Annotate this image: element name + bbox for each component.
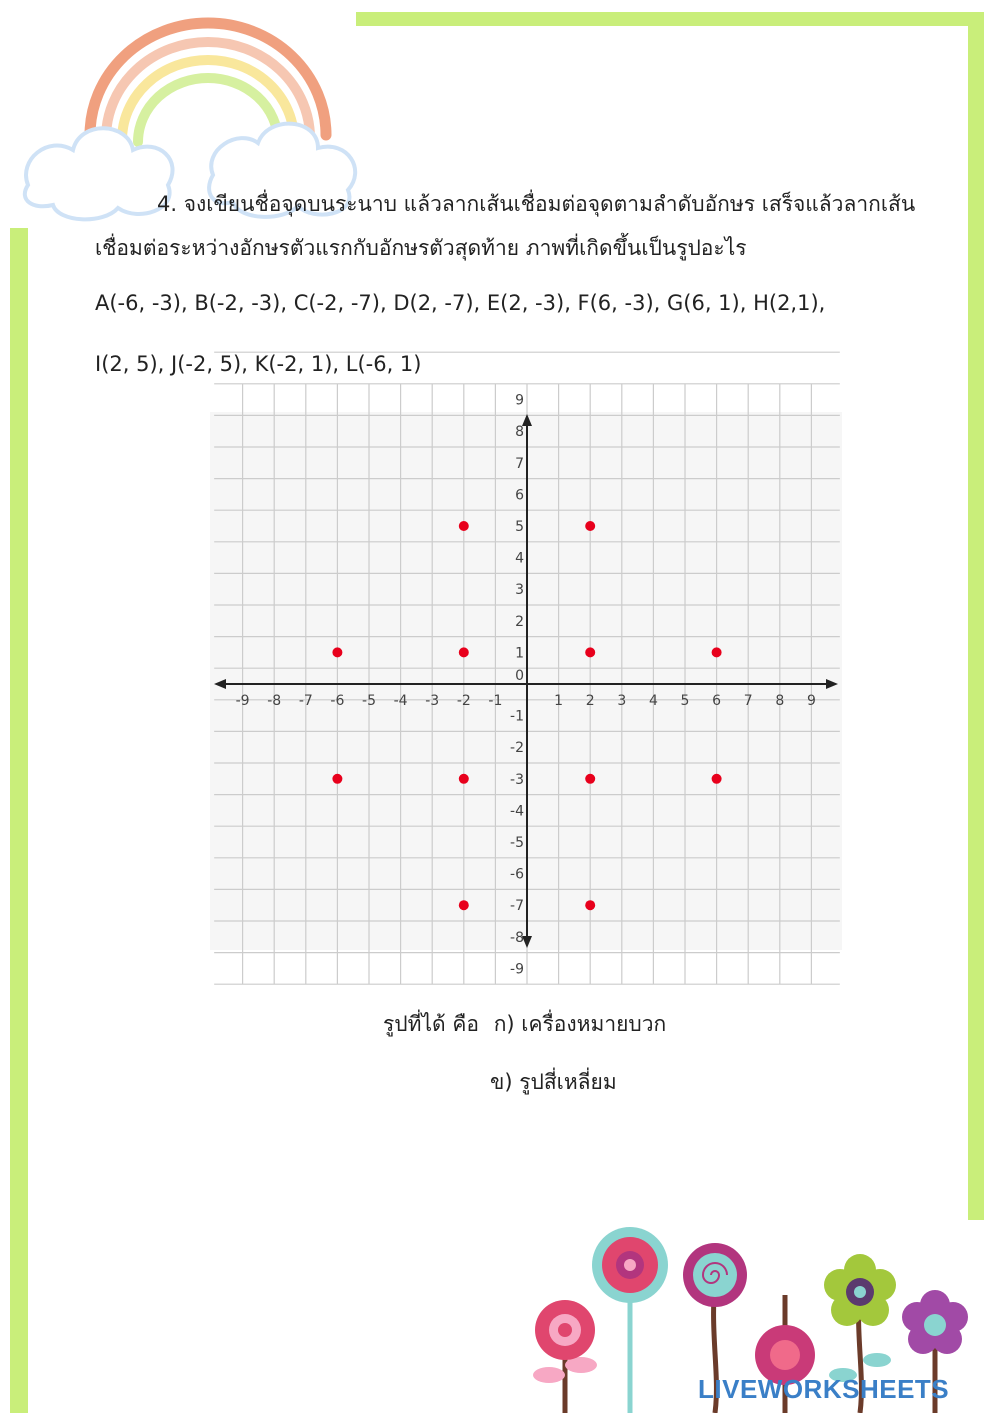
plot-point bbox=[712, 774, 722, 784]
x-tick-label: 6 bbox=[712, 693, 722, 709]
points-list-line-2: I(2, 5), J(-2, 5), K(-2, 1), L(-6, 1) bbox=[95, 352, 422, 376]
y-tick-label: 5 bbox=[515, 519, 524, 535]
y-tick-label: -1 bbox=[510, 708, 524, 725]
answer-line bbox=[383, 1008, 666, 1041]
y-tick-label: -6 bbox=[510, 866, 524, 883]
plot-point bbox=[332, 647, 342, 657]
x-tick-label: 2 bbox=[585, 693, 595, 709]
x-tick-label: -4 bbox=[393, 693, 408, 709]
y-tick-label: 6 bbox=[515, 487, 524, 504]
plot-point bbox=[459, 774, 469, 784]
y-tick-label: -4 bbox=[510, 803, 524, 820]
x-tick-label: -3 bbox=[425, 693, 440, 709]
x-tick-label: 8 bbox=[775, 693, 785, 709]
plot-point bbox=[585, 774, 595, 784]
flower-spiral bbox=[683, 1243, 747, 1307]
y-tick-label: 4 bbox=[515, 550, 524, 567]
answer-option-a[interactable]: ก) เครื่องหมายบวก bbox=[493, 1012, 667, 1036]
flower-teal bbox=[592, 1227, 668, 1303]
x-tick-label: 1 bbox=[554, 693, 564, 709]
y-tick-label: -2 bbox=[510, 740, 524, 757]
coordinate-plane-svg bbox=[210, 392, 842, 978]
x-tick-label: 7 bbox=[743, 693, 753, 709]
page-border-top bbox=[356, 12, 982, 26]
y-tick-label: -3 bbox=[510, 771, 524, 788]
x-tick-label: 9 bbox=[806, 693, 816, 709]
question-text bbox=[95, 182, 955, 270]
page-border-left bbox=[10, 228, 28, 1413]
plot-point bbox=[459, 521, 469, 531]
x-tick-label: -7 bbox=[298, 693, 313, 709]
y-tick-label: 1 bbox=[515, 645, 524, 662]
answer-option-b[interactable]: ข) รูปสี่เหลี่ยม bbox=[490, 1070, 617, 1094]
y-tick-label: 8 bbox=[515, 424, 524, 441]
flower-green bbox=[824, 1254, 896, 1326]
plot-point bbox=[585, 900, 595, 910]
y-tick-label: -8 bbox=[510, 929, 524, 946]
plot-point bbox=[459, 900, 469, 910]
liveworksheets-logo: LIVEWORKSHEETS bbox=[698, 1374, 950, 1404]
question-line-1: 4. จงเขียนชื่อจุดบนระนาบ แล้วลากเส้นเชื่อมต่อจุดตามลำดับอักษร เสร็จแล้วลากเส้น bbox=[157, 192, 916, 216]
page-border-right bbox=[968, 12, 984, 1220]
x-tick-label: 5 bbox=[680, 693, 690, 709]
plot-point bbox=[459, 647, 469, 657]
plot-point bbox=[332, 774, 342, 784]
y-tick-label: -7 bbox=[510, 898, 524, 915]
plot-point bbox=[712, 647, 722, 657]
y-tick-label: 9 bbox=[515, 392, 524, 409]
points-list-line-1: A(-6, -3), B(-2, -3), C(-2, -7), D(2, -7), E(2, -3), F(6, -3), G(6, 1), H(2,1), bbox=[95, 291, 826, 315]
y-tick-label: 3 bbox=[515, 582, 524, 599]
y-tick-label: 2 bbox=[515, 613, 524, 630]
x-tick-label: -1 bbox=[488, 693, 503, 709]
x-tick-label: -2 bbox=[456, 693, 471, 709]
y-tick-label: 7 bbox=[515, 455, 524, 472]
x-tick-label: 4 bbox=[648, 693, 658, 709]
answer-prompt: รูปที่ได้ คือ bbox=[383, 1012, 479, 1036]
y-tick-label: -5 bbox=[510, 835, 524, 851]
origin-label: 0 bbox=[515, 668, 524, 684]
x-tick-label: -9 bbox=[235, 693, 250, 709]
coordinate-plane bbox=[210, 392, 842, 978]
flower-pink bbox=[535, 1300, 595, 1360]
plot-point bbox=[585, 521, 595, 531]
flower-purple bbox=[902, 1290, 968, 1354]
x-tick-label: 3 bbox=[617, 693, 627, 709]
y-tick-label: -9 bbox=[510, 961, 524, 978]
x-tick-label: -5 bbox=[362, 693, 376, 709]
plot-point bbox=[585, 647, 595, 657]
x-tick-label: -8 bbox=[267, 693, 282, 709]
question-line-2: เชื่อมต่อระหว่างอักษรตัวแรกกับอักษรตัวสุดท้าย ภาพที่เกิดขึ้นเป็นรูปอะไร bbox=[95, 236, 747, 260]
x-tick-label: -6 bbox=[330, 693, 345, 709]
